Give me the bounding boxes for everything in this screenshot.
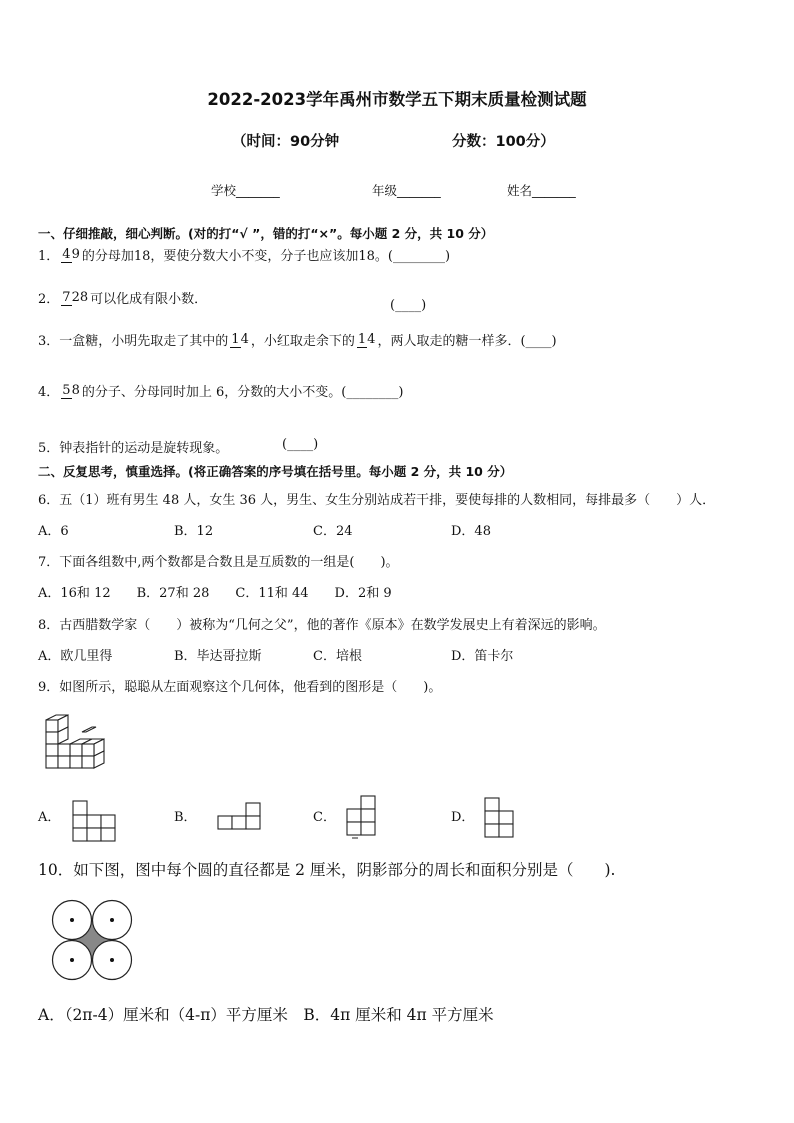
numerator: 5 xyxy=(62,382,71,398)
question-3 xyxy=(38,330,557,349)
q8-option-d: D．笛卡尔 xyxy=(451,649,514,664)
q4-fraction xyxy=(61,383,80,399)
q6-option-d: D．48 xyxy=(451,524,491,539)
q9-option-d-label: D． xyxy=(451,810,475,825)
question-2 xyxy=(38,288,207,307)
q9-solid-figure xyxy=(40,714,110,770)
q1-fraction xyxy=(61,247,80,263)
question-7: 7．下面各组数中,两个数都是合数且是互质数的一组是( )。 xyxy=(38,555,399,570)
q1-text: 的分母加18，要使分数大小不变，分子也应该加18。(________) xyxy=(81,249,451,264)
q10-options: A．（2π-4）厘米和（4-π）平方厘米 B．4π 厘米和 4π 平方厘米 xyxy=(38,1006,494,1024)
question-8: 8．古西腊数学家（ ）被称为“几何之父”，他的著作《原本》在数学发展史上有着深远的影响。 xyxy=(38,618,606,633)
q7-options: A．16和 12 B．27和 28 C．11和 44 D．2和 9 xyxy=(38,586,392,601)
section-1-heading: 一、仔细推敲，细心判断。(对的打“√ ”，错的打“×”。每小题 2 分，共 10 分） xyxy=(38,226,494,241)
question-6: 6．五（1）班有男生 48 人，女生 36 人，男生、女生分别站成若干排，要使每排的人数相同，每排最多（ ）人． xyxy=(38,493,716,508)
q3-text-post: ，两人取走的糖一样多．(____) xyxy=(377,334,557,349)
q8-option-c: C．培根 xyxy=(313,649,362,664)
q9-option-a-figure xyxy=(72,800,116,842)
numerator: 1 xyxy=(357,331,367,347)
name-field: 姓名_______ xyxy=(507,183,576,198)
q3-fraction-1 xyxy=(230,332,249,348)
q2-number: 2． xyxy=(38,292,60,307)
q4-number: 4． xyxy=(38,385,60,400)
q3-text-pre: 一盒糖，小明先取走了其中的 xyxy=(59,334,229,349)
q3-text-mid: ，小红取走余下的 xyxy=(250,334,355,349)
numerator: 4 xyxy=(62,246,71,262)
q9-option-d-figure xyxy=(484,797,516,841)
q2-text: 可以化成有限小数． xyxy=(90,292,208,307)
q1-number: 1． xyxy=(38,249,60,264)
question-4 xyxy=(38,381,403,400)
q5-text: 钟表指针的运动是旋转现象。 xyxy=(59,441,229,456)
denominator: 9 xyxy=(71,246,80,262)
q2-fraction xyxy=(61,290,88,306)
question-5 xyxy=(38,437,228,456)
exam-score: 分数：100分） xyxy=(452,134,555,150)
q10-four-circles-figure xyxy=(52,900,134,980)
question-9: 9．如图所示，聪聪从左面观察这个几何体，他看到的图形是（ )。 xyxy=(38,680,442,695)
numerator: 1 xyxy=(231,331,240,347)
q9-option-b-label: B． xyxy=(174,810,197,825)
question-1 xyxy=(38,245,450,264)
numerator: 7 xyxy=(62,289,71,305)
denominator: 8 xyxy=(71,382,80,398)
grade-field: 年级_______ xyxy=(372,183,441,198)
q5-answer-blank: (____) xyxy=(282,437,319,452)
q6-option-b: B．12 xyxy=(174,524,214,539)
q9-option-c-label: C． xyxy=(313,810,336,825)
exam-time: （时间：90分钟 xyxy=(232,134,340,150)
q3-number: 3． xyxy=(38,334,60,349)
q8-option-b: B．毕达哥拉斯 xyxy=(174,649,262,664)
q5-number: 5． xyxy=(38,441,60,456)
denominator: 4 xyxy=(367,331,376,347)
q2-answer-blank: (____) xyxy=(390,298,427,313)
page-title: 2022-2023学年禹州市数学五下期末质量检测试题 xyxy=(207,90,587,109)
school-field: 学校_______ xyxy=(211,183,280,198)
denominator: 28 xyxy=(71,289,89,305)
q9-option-b-figure xyxy=(217,802,261,830)
section-2-heading: 二、反复思考，慎重选择。(将正确答案的序号填在括号里。每小题 2 分，共 10 分） xyxy=(38,464,513,479)
denominator: 4 xyxy=(240,331,249,347)
q6-option-c: C．24 xyxy=(313,524,353,539)
question-10: 10．如下图，图中每个圆的直径都是 2 厘米，阴影部分的周长和面积分别是（ ). xyxy=(38,861,616,879)
q9-option-a-label: A． xyxy=(38,810,61,825)
q3-fraction-2 xyxy=(357,332,376,348)
q9-option-c-figure xyxy=(346,795,378,839)
q6-option-a: A．6 xyxy=(38,524,69,539)
q4-text: 的分子、分母同时加上 6，分数的大小不变。(________) xyxy=(81,385,404,400)
q8-option-a: A．欧几里得 xyxy=(38,649,113,664)
